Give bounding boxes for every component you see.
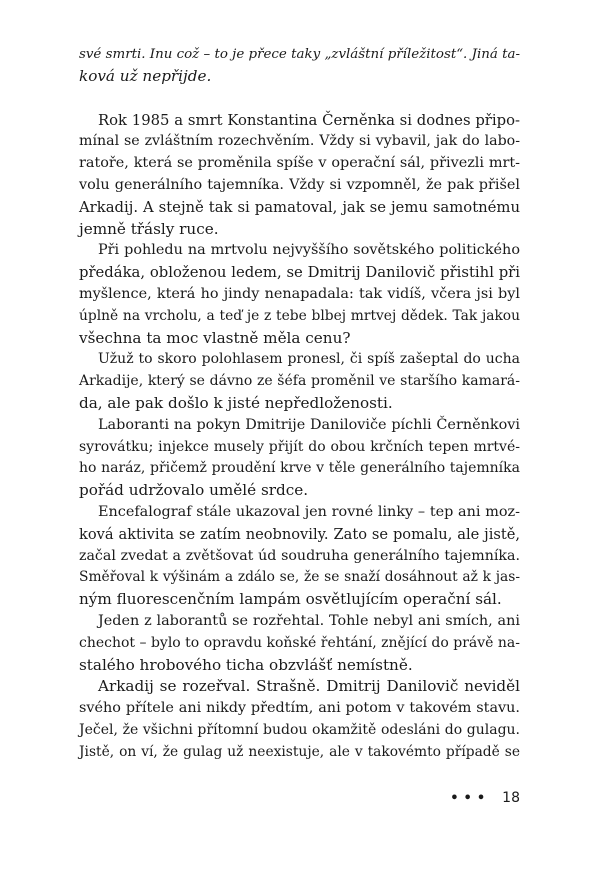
text-line: Arkadij. A stejně tak si pamatoval, jak se jemu samotnému [79,198,520,216]
text-line: syrovátku; injekce musely přijít do obou krčních tepen mrtvé- [79,438,520,455]
text-line: Směřoval k výšinám a zdálo se, že se snaží dosáhnout až k jas- [79,569,520,586]
text-line: volu generálního tajemníka. Vždy si vzpomněl, že pak přišel [79,176,520,193]
paragraph [79,611,520,676]
text-line: mínal se zvláštním rozechvěním. Vždy si vybavil, jak do labo- [79,133,520,150]
text-line: jemně třásly ruce. [79,219,219,238]
text-line: všechna ta moc vlastně měla cenu? [79,328,351,347]
text-line: ková aktivita se zatím neobnovily. Zato se pomalu, ale jistě, [79,525,520,543]
page-footer [404,786,520,810]
text-line: Arkadije, který se dávno ze šéfa proměnil ve staršího kamará- [79,373,520,390]
paragraph [79,349,520,414]
text-line: předáka, obloženou ledem, se Dmitrij Danilovič přistihl při [79,264,520,282]
text-line: Jistě, on ví, že gulag už neexistuje, ale v takovémto případě se [79,743,520,760]
ellipsis-ornament: ••• [450,790,491,806]
text-line: své smrti. Inu což – to je přece taky „zvláštní příležitost“. Jiná ta- [79,47,520,62]
paragraph [79,415,520,502]
text-line: ným fluorescenčním lampám osvětlujícím operační sál. [79,590,502,609]
intro-passage [79,44,520,88]
page-number: 18 [502,790,520,806]
text-line: Ječel, že všichni přítomní budou okamžitě odesláni do gulagu. [79,721,520,738]
section-gap [79,88,520,110]
text-line: úplně na vrcholu, a teď je z tebe blbej mrtvej dědek. Tak jakou [79,307,520,324]
paragraph [79,676,520,763]
text-line: ková už nepřijde. [79,66,212,85]
paragraph [79,110,520,241]
paragraph [79,502,520,611]
text-line: pořád udržovalo umělé srdce. [79,481,309,500]
text-line: Rok 1985 a smrt Konstantina Černěnka si dodnes připo- [98,111,520,129]
text-line: Laboranti na pokyn Dmitrije Daniloviče píchli Černěnkovi [98,416,520,433]
paragraph [79,240,520,349]
text-line: svého přítele ani nikdy předtím, ani potom v takovém stavu. [79,700,520,717]
text-line: ratoře, která se proměnila spíše v operační sál, přivezli mrt- [79,155,520,172]
text-line: Jeden z laborantů se rozřehtal. Tohle nebyl ani smích, ani [98,612,520,629]
text-line: začal zvedat a zvětšovat úd soudruha generálního tajemníka. [79,547,520,564]
text-line: da, ale pak došlo k jisté nepředloženosti. [79,393,393,412]
text-line: ho naráz, přičemž proudění krve v těle generálního tajemníka [79,460,520,477]
text-line: myšlence, která ho jindy nenapadala: tak vidíš, včera jsi byl [79,285,520,302]
text-line: Při pohledu na mrtvolu nejvyššího sovětského politického [98,242,520,259]
text-line: Arkadij se rozeřval. Strašně. Dmitrij Danilovič neviděl [98,677,520,696]
book-page [79,44,520,764]
text-line: chechot – bylo to opravdu koňské řehtání, znějící do právě na- [79,634,520,651]
text-line: Encefalograf stále ukazoval jen rovné linky – tep ani moz- [98,503,520,520]
text-line: Užuž to skoro polohlasem pronesl, či spíš zašeptal do ucha [98,351,520,368]
text-line: stalého hrobového ticha obzvlášť nemístně. [79,655,413,674]
